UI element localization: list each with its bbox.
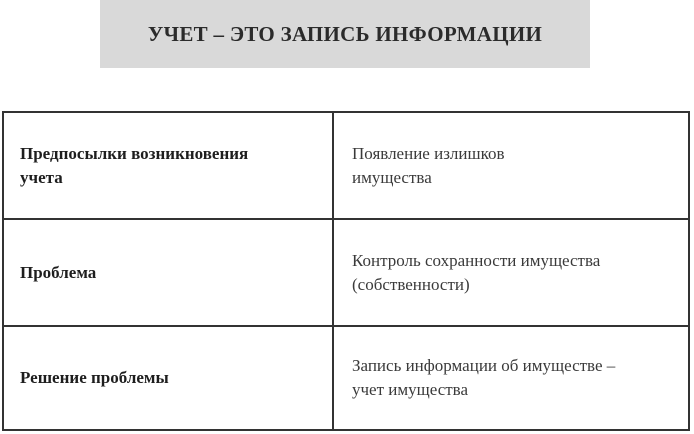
value-text	[352, 142, 505, 190]
value-line: Контроль сохранности имущества	[352, 250, 601, 270]
label-line: Проблема	[20, 262, 97, 282]
label-line: Решение проблемы	[20, 368, 169, 387]
table-row-label	[4, 113, 334, 220]
value-line: (собственности)	[352, 274, 470, 294]
value-text	[352, 354, 615, 402]
value-line: учет имущества	[352, 380, 469, 399]
label-text	[20, 366, 169, 390]
value-line: Появление излишков	[352, 143, 505, 163]
title-banner	[100, 0, 590, 68]
label-line: Предпосылки возникновения	[20, 143, 249, 163]
info-table	[2, 111, 690, 431]
value-line: Запись информации об имуществе –	[352, 356, 616, 375]
table-row-value	[334, 113, 688, 220]
page-title: УЧЕТ – ЭТО ЗАПИСЬ ИНФОРМАЦИИ	[147, 21, 543, 46]
label-text	[20, 142, 248, 190]
value-line: имущества	[352, 167, 432, 187]
value-text	[352, 249, 600, 297]
table-row-label	[4, 220, 334, 327]
table-row-value	[334, 327, 688, 429]
label-line: учета	[20, 167, 63, 187]
table-row-label	[4, 327, 334, 429]
label-text	[20, 261, 96, 285]
table-row-value	[334, 220, 688, 327]
